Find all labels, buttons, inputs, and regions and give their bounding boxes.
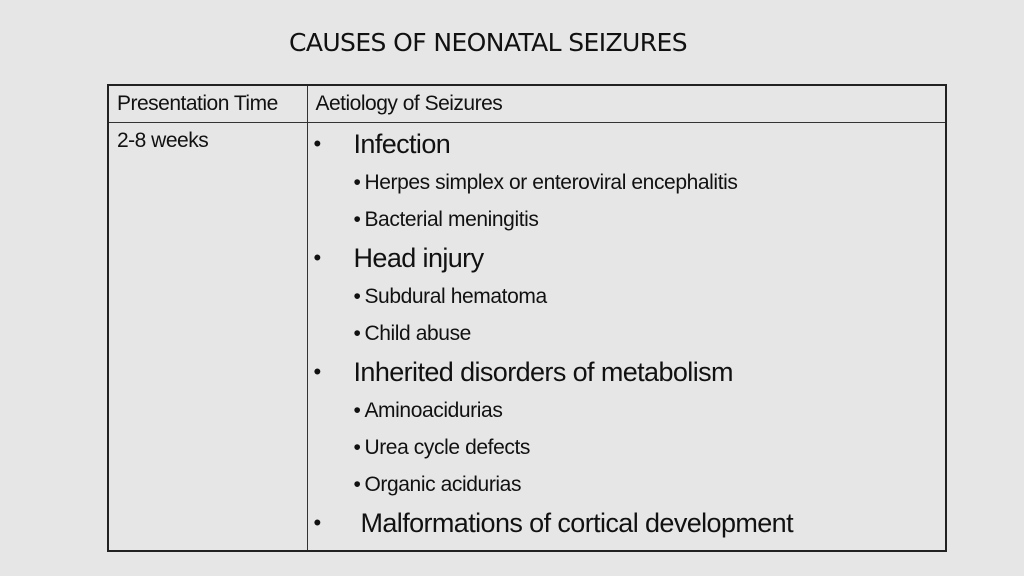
- cause-label: Head injury: [353, 242, 484, 273]
- bullet-icon: •: [353, 170, 361, 194]
- list-item: [354, 315, 946, 352]
- cause-label: Inherited disorders of metabolism: [353, 356, 733, 387]
- cause-malformations: [308, 506, 946, 540]
- list-item: [354, 278, 946, 315]
- sub-list: [308, 392, 946, 503]
- cause-label: Malformations of cortical development: [360, 507, 794, 538]
- bullet-icon: •: [313, 244, 321, 270]
- sub-item-label: Child abuse: [364, 321, 471, 345]
- list-item: [354, 392, 946, 429]
- cause-label: Infection: [353, 128, 451, 159]
- cause-head-injury: [308, 241, 946, 275]
- list-item: [354, 164, 946, 201]
- bullet-icon: •: [353, 398, 361, 422]
- bullet-icon: •: [313, 509, 321, 535]
- bullet-icon: •: [353, 284, 361, 308]
- slide-title: CAUSES OF NEONATAL SEIZURES: [289, 28, 687, 57]
- list-item: [354, 466, 946, 503]
- bullet-icon: •: [353, 321, 361, 345]
- bullet-icon: •: [313, 130, 321, 156]
- list-item: [354, 429, 946, 466]
- presentation-time-cell: 2-8 weeks: [108, 122, 307, 551]
- bullet-icon: •: [353, 435, 361, 459]
- sub-item-label: Subdural hematoma: [364, 284, 547, 308]
- sub-list: [308, 164, 946, 238]
- sub-list: [308, 278, 946, 352]
- header-presentation-time: Presentation Time: [108, 85, 307, 122]
- causes-table: [107, 84, 947, 552]
- sub-item-label: Herpes simplex or enteroviral encephalitis: [364, 170, 738, 194]
- sub-item-label: Bacterial meningitis: [364, 207, 539, 231]
- header-aetiology: Aetiology of Seizures: [307, 85, 946, 122]
- bullet-icon: •: [313, 358, 321, 384]
- cause-inherited-disorders: [308, 355, 946, 389]
- sub-item-label: Aminoacidurias: [364, 398, 503, 422]
- cause-infection: [308, 127, 946, 161]
- table-header-row: [108, 85, 946, 122]
- list-item: [354, 201, 946, 238]
- bullet-icon: •: [353, 472, 361, 496]
- bullet-icon: •: [353, 207, 361, 231]
- sub-item-label: Urea cycle defects: [364, 435, 530, 459]
- aetiology-cell: [307, 122, 946, 551]
- table-row: [108, 122, 946, 551]
- sub-item-label: Organic acidurias: [364, 472, 522, 496]
